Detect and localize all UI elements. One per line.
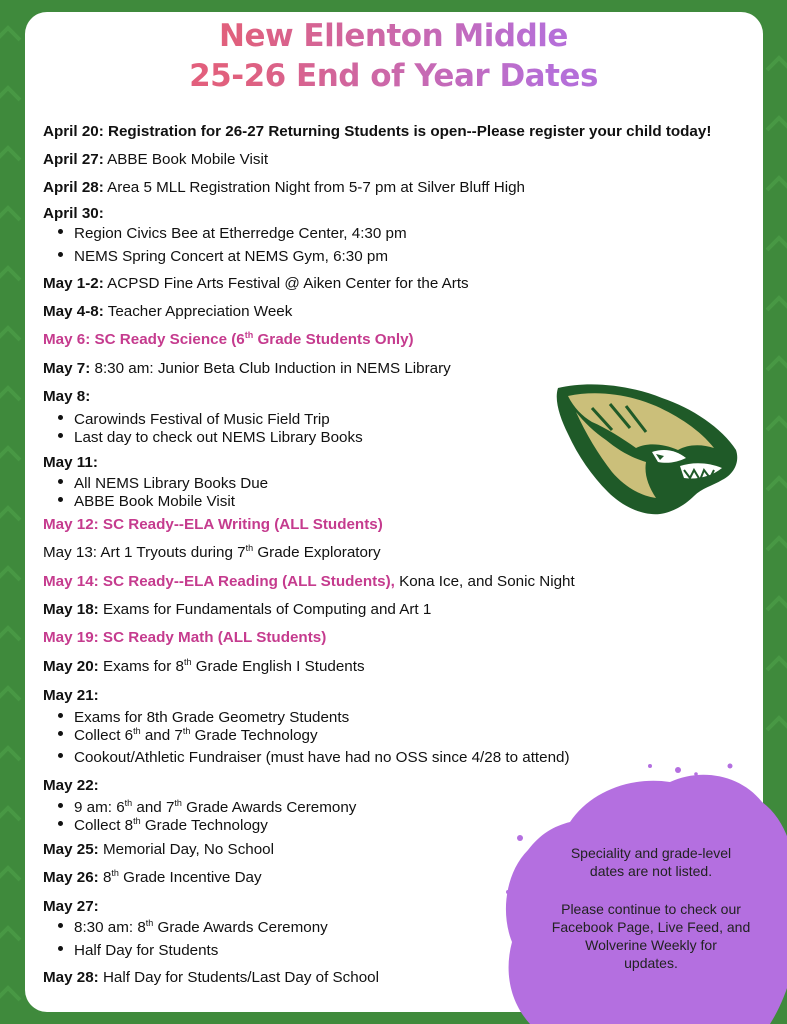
- bullet-item: 9 am: 6th and 7th Grade Awards Ceremony: [58, 798, 356, 817]
- page-title: [0, 16, 787, 96]
- note-line: Please continue to check our: [561, 901, 741, 917]
- note-line: Facebook Page, Live Feed, and: [551, 919, 751, 935]
- event-may-13: May 13: Art 1 Tryouts during 7th Grade Exploratory: [43, 542, 381, 561]
- bullet-item: Collect 8th Grade Technology: [58, 816, 268, 835]
- event-may-26: May 26: 8th Grade Incentive Day: [43, 867, 262, 886]
- event-april-28: April 28: Area 5 MLL Registration Night from 5-7 pm at Silver Bluff High: [43, 179, 525, 196]
- note-line: Speciality and grade-level: [570, 845, 732, 861]
- bullet-item: Cookout/Athletic Fundraiser (must have had no OSS since 4/28 to attend): [58, 748, 570, 767]
- event-may-11: May 11:: [43, 454, 98, 471]
- bullet-item: Exams for 8th Grade Geometry Students: [58, 708, 349, 727]
- bullet-item: NEMS Spring Concert at NEMS Gym, 6:30 pm: [58, 247, 388, 266]
- event-may-4-8: May 4-8: Teacher Appreciation Week: [43, 303, 293, 320]
- event-may-12: May 12: SC Ready--ELA Writing (ALL Students): [43, 516, 383, 533]
- purple-splash-background: [500, 762, 787, 1024]
- event-may-22: May 22:: [43, 777, 99, 794]
- event-may-14: May 14: SC Ready--ELA Reading (ALL Students), Kona Ice, and Sonic Night: [43, 573, 575, 590]
- event-may-25: May 25: Memorial Day, No School: [43, 841, 274, 858]
- bullet-item: Last day to check out NEMS Library Books: [58, 428, 363, 447]
- event-may-18: May 18: Exams for Fundamentals of Computing and Art 1: [43, 601, 432, 618]
- bullet-item: Half Day for Students: [58, 941, 218, 960]
- event-may-8: May 8:: [43, 388, 91, 405]
- event-april-30: April 30:: [43, 205, 104, 222]
- note-line: Wolverine Weekly for: [585, 937, 717, 953]
- event-may-27: May 27:: [43, 898, 99, 915]
- event-may-20: May 20: Exams for 8th Grade English I Students: [43, 656, 365, 675]
- bullet-item: ABBE Book Mobile Visit: [58, 492, 235, 511]
- event-may-19: May 19: SC Ready Math (ALL Students): [43, 629, 327, 646]
- bullet-item: All NEMS Library Books Due: [58, 474, 268, 493]
- bullet-item: Region Civics Bee at Etherredge Center, 4:30 pm: [58, 224, 407, 243]
- event-may-6: May 6: SC Ready Science (6th Grade Students Only): [43, 329, 414, 348]
- event-may-28: May 28: Half Day for Students/Last Day of School: [43, 969, 379, 986]
- event-may-7: May 7: 8:30 am: Junior Beta Club Induction in NEMS Library: [43, 360, 451, 377]
- event-april-27: April 27: ABBE Book Mobile Visit: [43, 151, 269, 168]
- wolverine-mascot-icon: [552, 378, 742, 518]
- note-line: updates.: [624, 955, 678, 971]
- title-line-1: New Ellenton Middle: [219, 18, 568, 54]
- bullet-item: 8:30 am: 8th Grade Awards Ceremony: [58, 918, 328, 937]
- bullet-item: Collect 6th and 7th Grade Technology: [58, 726, 318, 745]
- title-line-2: 25-26 End of Year Dates: [189, 58, 598, 94]
- bullet-item: Carowinds Festival of Music Field Trip: [58, 410, 330, 429]
- event-may-1-2: May 1-2: ACPSD Fine Arts Festival @ Aiken Center for the Arts: [43, 275, 469, 292]
- event-may-21: May 21:: [43, 687, 99, 704]
- note-line: dates are not listed.: [589, 863, 713, 879]
- event-april-20: April 20: Registration for 26-27 Returning Students is open--Please register your child today!: [43, 123, 712, 140]
